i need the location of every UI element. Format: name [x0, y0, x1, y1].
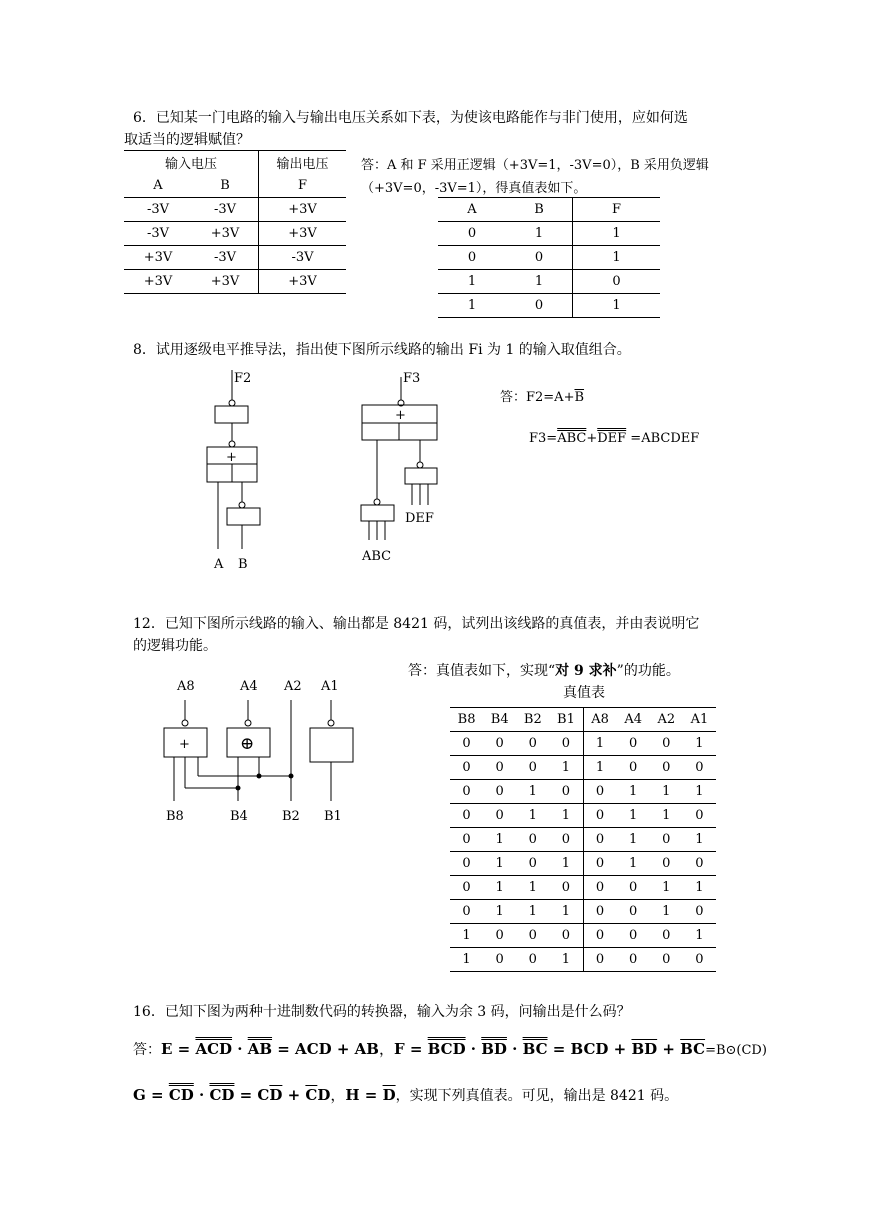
table-cell: 1 [612, 298, 621, 313]
g-term-cd1: CD [168, 1086, 194, 1104]
f2-or-plus: + [226, 450, 237, 465]
f3-def-bar: DEF [597, 431, 627, 446]
col-header: A8 [591, 712, 609, 727]
header-output-voltage: 输出电压 [276, 157, 329, 172]
table-cell: 0 [462, 760, 471, 775]
col-header: B4 [490, 712, 509, 727]
col-header: A4 [624, 712, 642, 727]
table-cell: 0 [467, 226, 477, 241]
table-cell: 0 [629, 928, 638, 943]
table-cell: 0 [506, 246, 573, 270]
table-cell: 0 [595, 928, 605, 943]
table-cell: 0 [462, 880, 471, 895]
f-term-bc: BC [522, 1040, 548, 1058]
f-rhs-bc-bar: $\overline{BC}$ [680, 1040, 706, 1058]
table-cell: 1 [495, 832, 504, 847]
table-cell: 1 [549, 756, 583, 780]
table-cell: 0 [495, 952, 504, 967]
table-cell: 1 [629, 808, 638, 823]
input-a4-label: A4 [240, 679, 258, 694]
q8-line1: 8．试用逐级电平推导法，指出使下图所示线路的输出 Fi 为 1 的输入取值组合。 [133, 342, 631, 358]
table-cell: 0 [495, 928, 504, 943]
table-cell: 1 [462, 952, 471, 967]
q8-circuit-diagram [190, 362, 460, 577]
f3-abc-bar: ABC [557, 431, 587, 446]
f-rhs: = BCD + [547, 1040, 632, 1058]
table-cell: 0 [467, 250, 477, 265]
table-cell: -3V [291, 250, 314, 265]
table-cell: 0 [462, 784, 471, 799]
g-rhs-d-bar: $\overline{D}$ [269, 1086, 283, 1104]
e-dot: · [232, 1040, 248, 1058]
table-cell: 1 [662, 880, 671, 895]
table-cell: 0 [495, 736, 504, 751]
table-cell: +3V [288, 202, 317, 217]
table-cell: 0 [629, 904, 638, 919]
g-lhs: G = [133, 1086, 169, 1104]
col-header: F [297, 178, 308, 193]
table-cell: 1 [595, 760, 605, 775]
q8-answer-f2 [500, 386, 584, 405]
table-cell: 1 [506, 222, 573, 246]
comma: ， [378, 1040, 394, 1058]
input-b-label: B [238, 557, 248, 572]
table-cell: 0 [595, 784, 605, 799]
q16-tail: ，实现下列真值表。可见，输出是 8421 码。 [395, 1088, 679, 1104]
q12-line2: 的逻辑功能。 [133, 638, 217, 654]
table-cell: 0 [662, 760, 671, 775]
q6-truth-table [438, 197, 660, 318]
table-cell: 0 [528, 856, 537, 871]
table-cell: 1 [467, 274, 477, 289]
table-cell: +3V [192, 270, 259, 294]
col-header: B1 [549, 708, 583, 732]
table-cell: 0 [695, 760, 704, 775]
table-cell: 0 [462, 808, 471, 823]
table-cell: 0 [695, 808, 704, 823]
table-cell: 0 [528, 928, 537, 943]
table-cell: 0 [549, 828, 583, 852]
table-cell: 1 [528, 808, 537, 823]
e-term-acd: ACD [195, 1040, 233, 1058]
input-a-label: A [214, 557, 224, 572]
f3-or-plus: + [395, 408, 406, 423]
table-cell: 0 [462, 832, 471, 847]
table-cell: 0 [629, 880, 638, 895]
table-cell: 1 [662, 904, 671, 919]
table-cell: 0 [528, 760, 537, 775]
table-cell: 1 [662, 784, 671, 799]
table-cell: 1 [695, 880, 704, 895]
table-cell: 0 [695, 904, 704, 919]
table-cell: 1 [549, 852, 583, 876]
q12-line1: 12．已知下图所示线路的输入、输出都是 8421 码，试列出该线路的真值表，并由表说明它 [133, 616, 700, 632]
table-cell: +3V [288, 274, 317, 289]
q6-line1: 6．已知某一门电路的输入与输出电压关系如下表，为使该电路能作与非门使用，应如何选 [133, 110, 688, 126]
table-cell: 0 [462, 856, 471, 871]
col-header: B [192, 174, 259, 198]
comma: ， [330, 1086, 346, 1104]
table-cell: -3V [146, 202, 170, 217]
q12-answer [408, 660, 680, 680]
abc-label: ABC [362, 549, 392, 564]
table-cell: 0 [662, 952, 671, 967]
xor-gate-symbol: ⊕ [240, 734, 255, 754]
table-cell: 0 [595, 832, 605, 847]
f2-label: F2 [234, 371, 252, 386]
f-term-bcd: BCD [427, 1040, 466, 1058]
q12-truth-table [450, 707, 716, 972]
h-lhs: H = [345, 1086, 383, 1104]
f2-b-bar: $\overline{B}$ [574, 390, 585, 405]
col-header: A2 [657, 712, 676, 727]
table-cell: 1 [506, 270, 573, 294]
table-cell: -3V [146, 226, 170, 241]
q16-answer-gh [133, 1084, 678, 1105]
table-cell: 0 [595, 952, 605, 967]
q6-answer-line2: （+3V=0，-3V=1），得真值表如下。 [361, 181, 587, 196]
f3-result: =ABCDEF [626, 431, 700, 446]
table-cell: 0 [695, 856, 704, 871]
table-cell: 0 [695, 952, 704, 967]
table-cell: 0 [495, 760, 504, 775]
table-cell: 0 [629, 952, 638, 967]
f3-label: F3 [403, 371, 421, 386]
table-cell: 1 [695, 736, 704, 751]
answer-prefix: 答： [133, 1042, 161, 1058]
table-cell: 0 [662, 832, 671, 847]
table-cell: 0 [612, 274, 621, 289]
q12-table-title: 真值表 [563, 685, 605, 701]
q6-line2: 取适当的逻辑赋值？ [124, 132, 250, 148]
q16-line1: 16．已知下图为两种十进制数代码的转换器，输入为余 3 码，问输出是什么码？ [133, 1004, 631, 1020]
col-header: F [611, 202, 622, 217]
table-cell: 0 [506, 294, 573, 318]
f-lhs: F = [394, 1040, 428, 1058]
output-b1-label: B1 [324, 809, 342, 824]
table-cell: 1 [549, 900, 583, 924]
table-cell: 0 [629, 736, 638, 751]
table-cell: 0 [495, 808, 504, 823]
g-rhs: = C [234, 1086, 270, 1104]
table-cell: +3V [143, 250, 173, 265]
table-cell: 0 [495, 784, 504, 799]
answer-bold: 对 9 求补 [555, 663, 617, 679]
input-a8-label: A8 [177, 679, 195, 694]
output-b8-label: B8 [166, 809, 184, 824]
g-term-cd2: CD [209, 1086, 235, 1104]
col-header: A [153, 178, 163, 193]
table-cell: 1 [595, 736, 605, 751]
table-cell: 0 [595, 904, 605, 919]
col-header: A1 [690, 712, 709, 727]
table-cell: 0 [549, 732, 583, 756]
table-cell: 0 [662, 736, 671, 751]
f2-expression: 答：F2=A+ [500, 390, 575, 405]
f-term-bd: BD [481, 1040, 507, 1058]
table-cell: 0 [528, 736, 537, 751]
table-cell: 1 [629, 856, 638, 871]
or-gate-plus: + [179, 737, 190, 752]
output-b4-label: B4 [230, 809, 248, 824]
table-cell: 0 [549, 876, 583, 900]
f-dot: · [465, 1040, 482, 1058]
col-header: B8 [457, 712, 476, 727]
table-cell: 0 [528, 952, 537, 967]
table-cell: 1 [467, 298, 477, 313]
table-cell: 1 [612, 226, 621, 241]
table-cell: 1 [528, 904, 537, 919]
col-header: B2 [523, 712, 542, 727]
f-tail: =B⊙(CD) [705, 1043, 767, 1058]
table-cell: 1 [528, 880, 537, 895]
table-cell: 1 [549, 804, 583, 828]
table-cell: 0 [629, 760, 638, 775]
e-term-ab: AB [247, 1040, 273, 1058]
table-cell: 0 [595, 880, 605, 895]
table-cell: 0 [595, 856, 605, 871]
table-cell: 0 [462, 904, 471, 919]
table-cell: 0 [662, 856, 671, 871]
table-cell: -3V [192, 198, 259, 222]
q12-circuit-diagram [160, 676, 370, 826]
table-cell: 1 [612, 250, 621, 265]
col-header: A [467, 202, 477, 217]
table-cell: 1 [495, 904, 504, 919]
e-lhs: E = [161, 1040, 196, 1058]
table-cell: 1 [495, 880, 504, 895]
answer-suffix: ”的功能。 [616, 663, 680, 679]
input-a2-label: A2 [284, 679, 302, 694]
g-rhs-plus: + [282, 1086, 306, 1104]
table-cell: 1 [695, 832, 704, 847]
header-input-voltage: 输入电压 [124, 151, 259, 175]
table-cell: 1 [662, 808, 671, 823]
f-rhs-plus: + [657, 1040, 681, 1058]
table-cell: 0 [462, 736, 471, 751]
table-cell: 1 [629, 784, 638, 799]
g-dot: · [193, 1086, 210, 1104]
table-cell: +3V [143, 274, 173, 289]
f3-plus: + [586, 431, 598, 446]
q16-answer-ef [133, 1038, 767, 1059]
def-label: DEF [405, 511, 434, 526]
table-cell: 1 [549, 948, 583, 972]
table-cell: 1 [495, 856, 504, 871]
h-d-bar: $\overline{D}$ [382, 1086, 396, 1104]
table-cell: 0 [528, 832, 537, 847]
q6-answer-line1: 答：A 和 F 采用正逻辑（+3V=1，-3V=0），B 采用负逻辑 [361, 158, 709, 173]
f3-expression: F3= [529, 431, 558, 446]
table-cell: 1 [695, 928, 704, 943]
e-rhs: = ACD + AB [272, 1040, 379, 1058]
table-cell: +3V [192, 222, 259, 246]
f-rhs-bd-bar: $\overline{BD}$ [631, 1040, 658, 1058]
g-rhs-d: D [317, 1086, 331, 1104]
table-cell: 0 [662, 928, 671, 943]
input-a1-label: A1 [321, 679, 339, 694]
q8-answer-f3 [529, 431, 699, 446]
table-cell: 1 [629, 832, 638, 847]
col-header: B [506, 198, 573, 222]
q6-voltage-table [124, 150, 346, 294]
table-cell: 0 [549, 924, 583, 948]
output-b2-label: B2 [282, 809, 300, 824]
table-cell: 0 [595, 808, 605, 823]
g-rhs-c-bar: $\overline{C}$ [305, 1086, 318, 1104]
table-cell: +3V [288, 226, 317, 241]
table-cell: 1 [695, 784, 704, 799]
table-cell: 1 [528, 784, 537, 799]
table-cell: 1 [462, 928, 471, 943]
table-cell: -3V [192, 246, 259, 270]
answer-prefix: 答：真值表如下，实现“ [408, 663, 556, 679]
f-dot: · [506, 1040, 523, 1058]
table-cell: 0 [549, 780, 583, 804]
